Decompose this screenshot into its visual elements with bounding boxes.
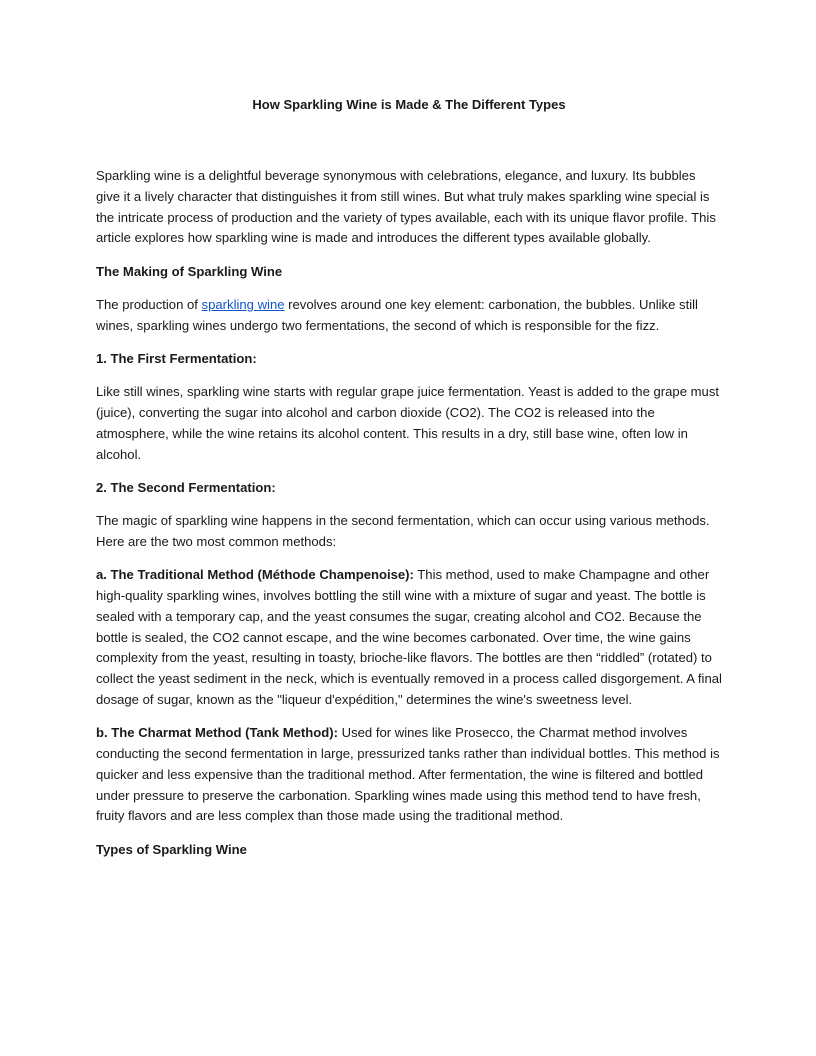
charmat-method-paragraph (96, 723, 722, 827)
making-paragraph (96, 295, 722, 337)
intro-paragraph: Sparkling wine is a delightful beverage synonymous with celebrations, elegance, and luxury. Its bubbles give it a lively character that distinguishes it from still wines. But what truly makes sparkling wine special is the intricate process of production and the variety of types available, each with its unique flavor profile. This article explores how sparkling wine is made and introduces the different types available globally. (96, 168, 716, 246)
page-title: How Sparkling Wine is Made & The Different Types (252, 97, 566, 112)
first-fermentation-heading: 1. The First Fermentation: (96, 351, 257, 367)
making-text-after-link: revolves around one key element: carbonation, the bubbles. Unlike still wines, sparkling wines undergo two fermentations, the second of which is responsible for the fizz. (96, 296, 698, 333)
sparkling-wine-link[interactable]: sparkling wine (201, 296, 285, 312)
traditional-method-text: This method, used to make Champagne and other high-quality sparkling wines, involves bottling the still wine with a mixture of sugar and yeast. The bottle is sealed with a temporary cap, and the yeast consumes the sugar, creating alcohol and CO2. Because the bottle is sealed, the CO2 cannot escape, and the wine becomes carbonated. Over time, the wine gains complexity from the yeast, resulting in toasty, brioche-like flavors. The bottles are then “riddled” (rotated) to collect the yeast sediment in the neck, which is eventually removed in a process called disgorgement. A final dosage of sugar, known as the "liqueur d'expédition," determines the wine's sweetness level. (96, 567, 722, 707)
second-fermentation-heading: 2. The Second Fermentation: (96, 479, 276, 495)
second-fermentation-paragraph: The magic of sparkling wine happens in the second fermentation, which can occur using various methods. Here are the two most common methods: (96, 513, 710, 550)
traditional-method-label: a. The Traditional Method (Méthode Champenoise): (96, 567, 414, 583)
making-text-before-link: The production of (96, 296, 202, 312)
charmat-method-label: b. The Charmat Method (Tank Method): (96, 725, 338, 741)
charmat-method-text: Used for wines like Prosecco, the Charmat method involves conducting the second fermentation in large, pressurized tanks rather than individual bottles. This method is quicker and less expensive than the traditional method. After fermentation, the wine is filtered and bottled under pressure to preserve the carbonation. Sparkling wines made using this method tend to have fresh, fruity flavors and are less complex than those made using the traditional method. (96, 725, 720, 824)
document-body (96, 95, 722, 873)
making-heading: The Making of Sparkling Wine (96, 263, 283, 279)
first-fermentation-paragraph: Like still wines, sparkling wine starts with regular grape juice fermentation. Yeast is added to the grape must (juice), converting the sugar into alcohol and carbon dioxide (CO2). The CO2 is released into the atmosphere, while the wine retains its alcohol content. This results in a dry, still base wine, often low in alcohol. (96, 384, 720, 462)
types-heading: Types of Sparkling Wine (96, 841, 247, 857)
traditional-method-paragraph (96, 565, 722, 710)
